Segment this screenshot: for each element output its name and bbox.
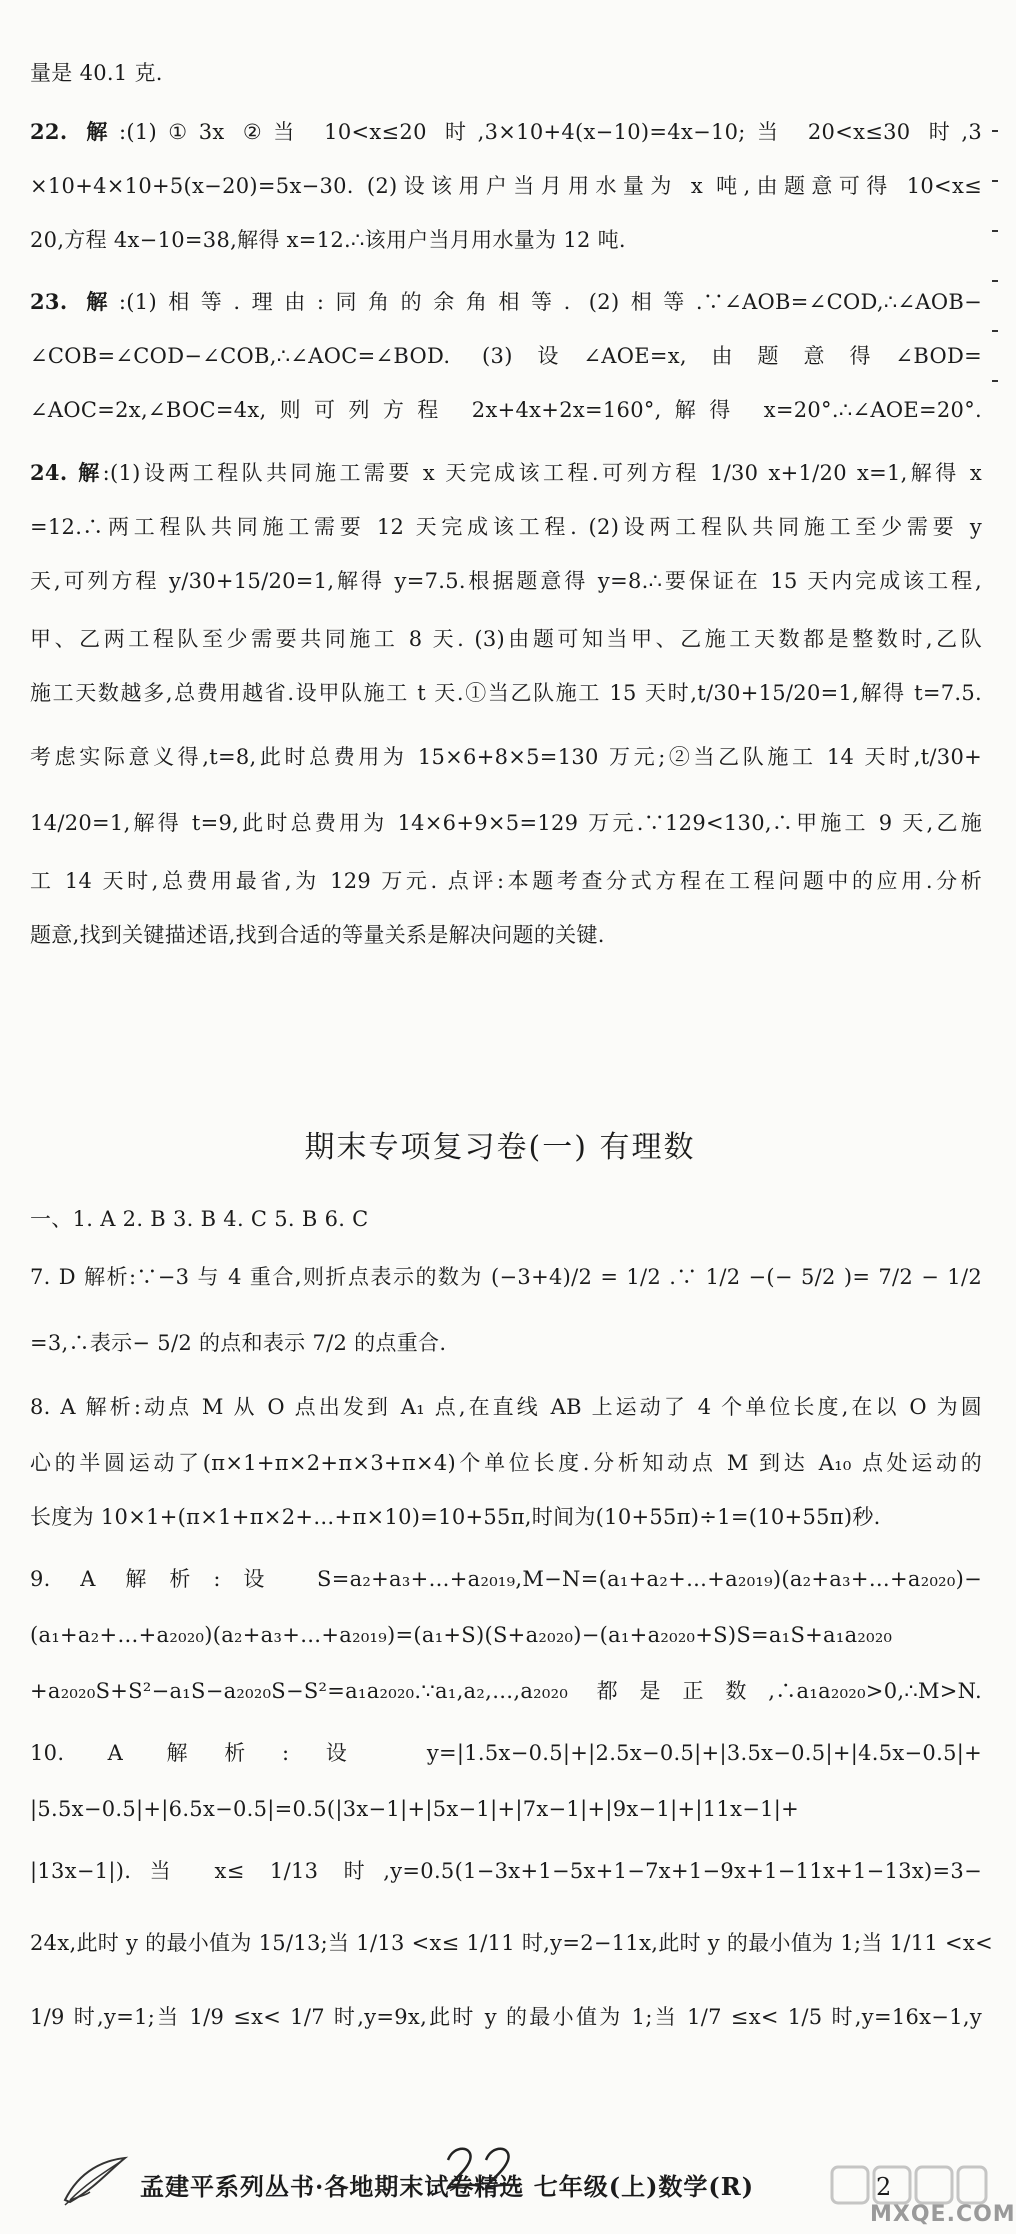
text-line: 20,方程 4x−10=38,解得 x=12.∴该用户当月用水量为 12 吨. bbox=[30, 228, 626, 252]
text-line: 8. A 解析:动点 M 从 O 点出发到 A₁ 点,在直线 AB 上运动了 4 个单位长度,在以 O 为圆 bbox=[30, 1395, 982, 1419]
text-line: +a₂₀₂₀S+S²−a₁S−a₂₀₂₀S−S²=a₁a₂₀₂₀.∵a₁,a₂,…,a₂₀₂₀ 都是正数,∴a₁a₂₀₂₀>0,∴M>N. bbox=[30, 1679, 982, 1703]
text-line: |13x−1|).当 x≤ 1/13 时,y=0.5(1−3x+1−5x+1−7x+1−9x+1−11x+1−13x)=3− bbox=[30, 1859, 982, 1883]
text-line: 量是 40.1 克. bbox=[30, 61, 163, 85]
watermark-text: MXQE.COM bbox=[870, 2202, 1016, 2227]
text-line: 考虑实际意义得,t=8,此时总费用为 15×6+8×5=130 万元;②当乙队施工 14 天时,t/30+ bbox=[30, 745, 982, 769]
text-line: 一、1. A 2. B 3. B 4. C 5. B 6. C bbox=[30, 1207, 369, 1231]
text-line: 24x,此时 y 的最小值为 15/13;当 1/13 <x≤ 1/11 时,y=2−11x,此时 y 的最小值为 1;当 1/11 <x< bbox=[30, 1931, 993, 1955]
footer-series-title: 孟建平系列丛书·各地期末试卷精选 七年级(上)数学(R) bbox=[140, 2172, 755, 2201]
text-line: 长度为 10×1+(π×1+π×2+…+π×10)=10+55π,时间为(10+55π)÷1=(10+55π)秒. bbox=[30, 1505, 881, 1529]
text-line: 施工天数越多,总费用越省.设甲队施工 t 天.①当乙队施工 15 天时,t/30+15/20=1,解得 t=7.5. bbox=[30, 681, 982, 705]
text-line: 7. D 解析:∵−3 与 4 重合,则折点表示的数为 (−3+4)/2 = 1/2 .∵ 1/2 −(− 5/2 )= 7/2 − 1/2 bbox=[30, 1265, 982, 1289]
text-line: 14/20=1,解得 t=9,此时总费用为 14×6+9×5=129 万元.∵129<130,∴甲施工 9 天,乙施 bbox=[30, 811, 982, 835]
text-line: 23. 解:(1)相等.理由:同角的余角相等. (2)相等.∵∠AOB=∠COD,∴∠AOB− bbox=[30, 289, 982, 314]
text-line: |5.5x−0.5|+|6.5x−0.5|=0.5(|3x−1|+|5x−1|+|7x−1|+|9x−1|+|11x−1|+ bbox=[30, 1797, 800, 1821]
text-line: =3,∴表示− 5/2 的点和表示 7/2 的点重合. bbox=[30, 1331, 447, 1355]
text-line: 天,可列方程 y/30+15/20=1,解得 y=7.5.根据题意得 y=8.∴要保证在 15 天内完成该工程, bbox=[30, 569, 982, 593]
text-line: 1/9 时,y=1;当 1/9 ≤x< 1/7 时,y=9x,此时 y 的最小值为 1;当 1/7 ≤x< 1/5 时,y=16x−1,y bbox=[30, 2005, 982, 2029]
text-line: 10. A 解析:设 y=|1.5x−0.5|+|2.5x−0.5|+|3.5x−0.5|+|4.5x−0.5|+ bbox=[30, 1741, 982, 1765]
text-line: 心的半圆运动了(π×1+π×2+π×3+π×4)个单位长度.分析知动点 M 到达 A₁₀ 点处运动的 bbox=[30, 1451, 982, 1475]
text-line: ∠COB=∠COD−∠COB,∴∠AOC=∠BOD. (3)设∠AOE=x,由题意得∠BOD= bbox=[30, 344, 982, 368]
text-line: ×10+4×10+5(x−20)=5x−30. (2)设该用户当月用水量为 x 吨,由题意可得 10<x≤ bbox=[30, 174, 982, 198]
text-line: 题意,找到关键描述语,找到合适的等量关系是解决问题的关键. bbox=[30, 923, 605, 947]
page-number: 2 bbox=[876, 2173, 892, 2201]
text-line: 22. 解:(1)①3x ②当 10<x≤20 时,3×10+4(x−10)=4x−10;当 20<x≤30 时,3 bbox=[30, 119, 982, 144]
text-line: ∠AOC=2x,∠BOC=4x,则可列方程 2x+4x+2x=160°,解得 x=20°.∴∠AOE=20°. bbox=[30, 398, 982, 422]
text-line: 9. A 解析:设 S=a₂+a₃+…+a₂₀₁₉,M−N=(a₁+a₂+…+a₂₀₁₉)(a₂+a₃+…+a₂₀₂₀)− bbox=[30, 1567, 982, 1591]
text-line: =12.∴两工程队共同施工需要 12 天完成该工程. (2)设两工程队共同施工至少需要 y bbox=[30, 515, 982, 539]
text-line: 工 14 天时,总费用最省,为 129 万元. 点评:本题考查分式方程在工程问题中的应用.分析 bbox=[30, 869, 982, 893]
margin-tick-marks bbox=[990, 110, 1000, 430]
text-line: 24. 解:(1)设两工程队共同施工需要 x 天完成该工程.可列方程 1/30 x+1/20 x=1,解得 x bbox=[30, 460, 982, 485]
handwritten-page-mark bbox=[440, 2138, 530, 2198]
text-line: 甲、乙两工程队至少需要共同施工 8 天. (3)由题可知当甲、乙施工天数都是整数时,乙队 bbox=[30, 627, 982, 651]
leaf-logo-icon bbox=[60, 2150, 130, 2210]
section-title: 期末专项复习卷(一) 有理数 bbox=[304, 1130, 696, 1165]
text-line: (a₁+a₂+…+a₂₀₂₀)(a₂+a₃+…+a₂₀₁₉)=(a₁+S)(S+a₂₀₂₀)−(a₁+a₂₀₂₀+S)S=a₁S+a₁a₂₀₂₀ bbox=[30, 1623, 893, 1647]
